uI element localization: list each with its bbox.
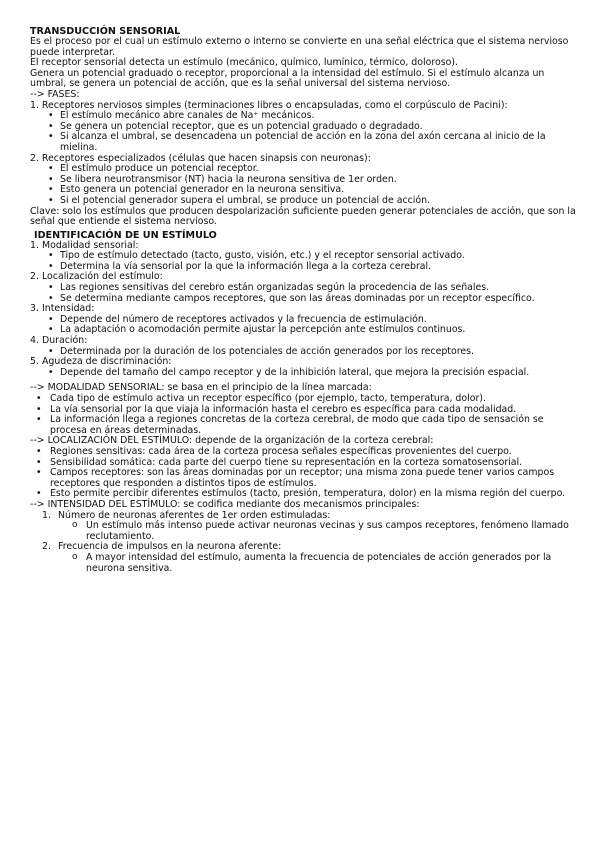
item-title: Frecuencia de impulsos en la neurona aferente: (58, 541, 282, 553)
item-number: 1. (42, 509, 51, 521)
bullet-item: • Depende del tamaño del campo receptor y de la inhibición lateral, que mejora la precisión espacial. (30, 368, 578, 379)
item-number: 4. (30, 335, 39, 347)
phases-label: --> FASES: (30, 88, 80, 100)
bullet-list (30, 283, 578, 304)
bullet-list (30, 251, 578, 272)
bullet-item: • Tipo de estímulo detectado (tacto, gusto, visión, etc.) y el receptor sensorial activado. (30, 251, 578, 262)
bullet-item: • Depende del número de receptores activados y la frecuencia de estimulación. (30, 315, 578, 326)
bullet-item: • Esto genera un potencial generador en la neurona sensitiva. (30, 185, 578, 196)
bullet-item: • Cada tipo de estímulo activa un receptor específico (por ejemplo, tacto, temperatura, dolor). (30, 394, 578, 405)
bullet-item: • Campos receptores: son las áreas dominadas por un receptor; una misma zona puede tener varios campos receptores que responden a distintos tipos de estímulos. (30, 468, 578, 489)
paragraph: Es el proceso por el cual un estímulo externo o interno se convierte en una señal eléctrica que el sistema nervioso puede interpretar. (30, 36, 569, 58)
bullet-list (30, 315, 578, 336)
phase-bullet-list (30, 111, 578, 153)
section-title: TRANSDUCCIÓN SENSORIAL (30, 26, 181, 37)
document-page (30, 26, 578, 574)
bullet-item: • Regiones sensitivas: cada área de la corteza procesa señales específicas provenientes del cuerpo. (30, 447, 578, 458)
bullet-item: • La adaptación o acomodación permite ajustar la percepción ante estímulos continuos. (30, 325, 578, 336)
bullet-item: • Esto permite percibir diferentes estímulos (tacto, presión, temperatura, dolor) en la misma región del cuerpo. (30, 489, 578, 500)
item-title: Modalidad sensorial: (42, 239, 139, 251)
key-note: Clave: solo los estímulos que producen despolarización suficiente pueden generar potenciales de acción, que son la señal que entiende el sistema nervioso. (30, 205, 576, 228)
sub-bullet-item: o Un estímulo más intenso puede activar neuronas vecinas y sus campos receptores, fenómeno llamado reclutamiento. (30, 521, 578, 542)
item-title: Agudeza de discriminación: (42, 356, 172, 368)
sub-bullet-list (30, 521, 578, 542)
bullet-item: • Sensibilidad somática: cada parte del cuerpo tiene su representación en la corteza somatosensorial. (30, 458, 578, 469)
phase-title: 1. Receptores nerviosos simples (terminaciones libres o encapsuladas, como el corpúsculo de Pacini): (30, 99, 508, 111)
bullet-item: • Si el potencial generador supera el umbral, se produce un potencial de acción. (30, 196, 578, 207)
bullet-item: • Se genera un potencial receptor, que es un potencial graduado o degradado. (30, 122, 578, 133)
bullet-item: • El estímulo mecánico abre canales de Na⁺ mecánicos. (30, 111, 578, 122)
section-title: IDENTIFICACIÓN DE UN ESTÍMULO (34, 229, 217, 241)
bullet-item: • Si alcanza el umbral, se desencadena un potencial de acción en la zona del axón cercana al inicio de la mielina. (30, 132, 578, 153)
sub-bullet-item: o A mayor intensidad del estímulo, aumenta la frecuencia de potenciales de acción generados por la neurona sensitiva. (30, 553, 578, 574)
section-transduccion (30, 26, 578, 228)
subsection-title: --> LOCALIZACIÓN DEL ESTÍMULO: depende de la organización de la corteza cerebral: (30, 435, 434, 447)
section-localizacion (30, 436, 578, 500)
item-number: 3. (30, 303, 39, 315)
section-intensidad (30, 500, 578, 574)
item-number: 2. (30, 271, 39, 283)
paragraph: El receptor sensorial detecta un estímulo (mecánico, químico, lumínico, térmico, doloroso). (30, 57, 458, 69)
section-modalidad (30, 383, 578, 436)
bullet-list (30, 394, 578, 436)
phase-bullet-list (30, 164, 578, 206)
item-title: Intensidad: (42, 303, 95, 315)
bullet-item: • Determinada por la duración de los potenciales de acción generados por los receptores. (30, 347, 578, 358)
item-title: Número de neuronas aferentes de 1er orden estimuladas: (58, 509, 331, 521)
subsection-title: --> INTENSIDAD DEL ESTÍMULO: se codifica mediante dos mecanismos principales: (30, 498, 420, 510)
bullet-item: • La vía sensorial por la que viaja la información hasta el cerebro es específica para cada modalidad. (30, 405, 578, 416)
bullet-item: • El estímulo produce un potencial receptor. (30, 164, 578, 175)
phase-title: 2. Receptores especializados (células que hacen sinapsis con neuronas): (30, 152, 371, 164)
bullet-item: • Las regiones sensitivas del cerebro están organizadas según la procedencia de las señales. (30, 283, 578, 294)
bullet-item: • La información llega a regiones concretas de la corteza cerebral, de modo que cada tipo de sensación se procesa en áreas determinadas. (30, 415, 578, 436)
item-number: 2. (42, 541, 51, 553)
item-number: 1. (30, 239, 39, 251)
bullet-item: • Determina la vía sensorial por la que la información llega a la corteza cerebral. (30, 262, 578, 273)
paragraph: Genera un potencial graduado o receptor, proporcional a la intensidad del estímulo. Si el estímulo alcanza un umbral, se genera un potencial de acción, que es la señal universal del sistema nervioso. (30, 67, 545, 90)
bullet-item: • Se libera neurotransmisor (NT) hacia la neurona sensitiva de 1er orden. (30, 175, 578, 186)
section-identificacion (30, 230, 578, 379)
item-number: 5. (30, 356, 39, 368)
subsection-title: --> MODALIDAD SENSORIAL: se basa en el principio de la línea marcada: (30, 382, 372, 394)
bullet-list (30, 368, 578, 379)
item-title: Localización del estímulo: (42, 271, 163, 283)
bullet-item: • Se determina mediante campos receptores, que son las áreas dominadas por un receptor específico. (30, 294, 578, 305)
sub-bullet-list (30, 553, 578, 574)
bullet-list (30, 447, 578, 500)
item-title: Duración: (42, 335, 88, 347)
